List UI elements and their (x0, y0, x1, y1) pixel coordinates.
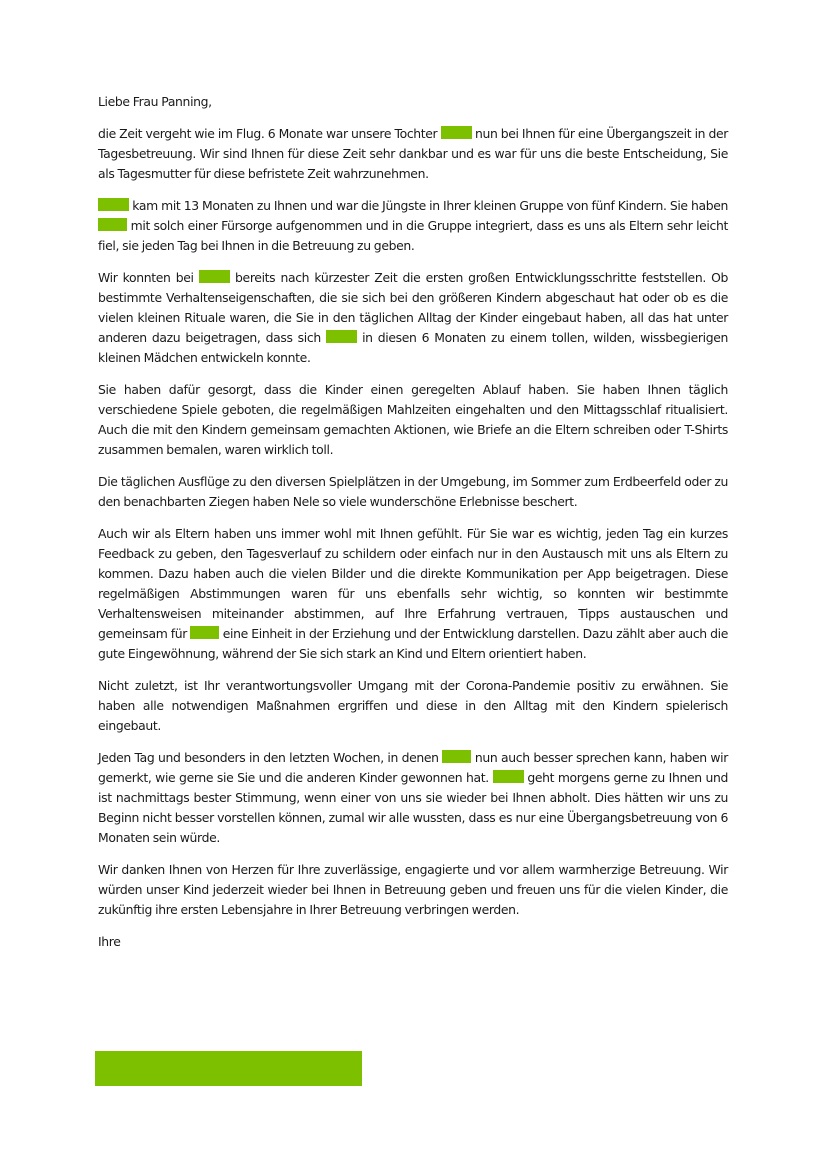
closing: Ihre (98, 934, 121, 949)
redacted-name (326, 330, 357, 343)
paragraph-8-part-c: geht morgens gerne zu Ihnen und ist nachmittags bester Stimmung, wenn einer von uns sie wieder bei Ihnen abholt. Dies hätten wir uns zu Beginn nicht besser vorstellen können, zumal wir alle wussten, dass es nur eine Übergangsbetreuung von 6 Monaten sein würde. (98, 770, 728, 845)
redacted-name (190, 626, 219, 639)
paragraph-2-part-b: mit solch einer Fürsorge aufgenommen und in die Gruppe integriert, dass es uns als Eltern sehr leicht fiel, sie jeden Tag bei Ihnen in die Betreuung zu geben. (98, 218, 729, 253)
redacted-name (98, 218, 127, 231)
paragraph-8-part-b: nun auch besser sprechen kann, haben wir gemerkt, wie gerne sie Sie und die anderen Kinder gewonnen hat. (98, 750, 728, 785)
paragraph-8-part-a: Jeden Tag und besonders in den letzten Wochen, in denen (98, 750, 439, 765)
salutation: Liebe Frau Panning, (98, 94, 212, 109)
paragraph-3-part-c: in diesen 6 Monaten zu einem tollen, wilden, wissbegierigen kleinen Mädchen entwickeln konnte. (98, 330, 729, 365)
paragraph-1-part-b: nun bei Ihnen für eine Übergangszeit in der Tagesbetreuung. Wir sind Ihnen für diese Zeit sehr dankbar und es war für uns die beste Entscheidung, Sie als Tagesmutter für diese befristete Zeit wahrzunehmen. (98, 126, 729, 181)
redacted-name (442, 750, 471, 763)
paragraph-3-part-b: bereits nach kürzester Zeit die ersten großen Entwicklungsschritte feststellen. Ob bestimmte Verhaltenseigenschaften, die sie sich bei den größeren Kindern abgeschaut hat oder ob es die vielen kleinen Rituale waren, die Sie in den täglichen Alltag der Kinder eingebaut haben, all das hat unter anderen dazu beigetragen, dass sich (98, 270, 729, 345)
paragraph-8 (98, 748, 728, 848)
redacted-name (493, 770, 524, 783)
letter-body (98, 92, 728, 952)
paragraph-6-part-a: Auch wir als Eltern haben uns immer wohl mit Ihnen gefühlt. Für Sie war es wichtig, jeden Tag ein kurzes Feedback zu geben, den Tagesverlauf zu schildern oder einfach nur in den Austausch mit uns als Eltern zu kommen. Dazu haben auch die vielen Bilder und die direkte Kommunikation per App beigetragen. Diese regelmäßigen Abstimmungen waren für uns ebenfalls sehr wichtig, so konnten wir bestimmte Verhaltensweisen miteinander abstimmen, auf Ihre Erfahrung vertrauen, Tipps austauschen und gemeinsam für (98, 526, 728, 641)
redacted-name (441, 126, 472, 139)
paragraph-2-part-a: kam mit 13 Monaten zu Ihnen und war die Jüngste in Ihrer kleinen Gruppe von fünf Kindern. Sie haben (132, 198, 729, 213)
paragraph-9: Wir danken Ihnen von Herzen für Ihre zuverlässige, engagierte und vor allem warmherzige Betreuung. Wir würden unser Kind jederzeit wieder bei Ihnen in Betreuung geben und freuen uns für die vielen Kinder, die zukünftig ihre ersten Lebensjahre in Ihrer Betreuung verbringen werden. (98, 862, 728, 917)
paragraph-3 (98, 268, 728, 368)
paragraph-1-part-a: die Zeit vergeht wie im Flug. 6 Monate war unsere Tochter (98, 126, 438, 141)
redacted-name (98, 198, 129, 211)
paragraph-7: Nicht zuletzt, ist Ihr verantwortungsvoller Umgang mit der Corona-Pandemie positiv zu erwähnen. Sie haben alle notwendigen Maßnahmen ergriffen und diese in den Alltag mit den Kindern spielerisch eingebaut. (98, 678, 728, 733)
paragraph-1 (98, 124, 728, 184)
redacted-signature (95, 1051, 362, 1086)
paragraph-6 (98, 524, 728, 664)
paragraph-4: Sie haben dafür gesorgt, dass die Kinder einen geregelten Ablauf haben. Sie haben Ihnen täglich verschiedene Spiele geboten, die regelmäßigen Mahlzeiten eingehalten und den Mittagsschlaf ritualisiert. Auch die mit den Kindern gemeinsam gemachten Aktionen, wie Briefe an die Eltern schreiben oder T-Shirts zusammen bemalen, waren wirklich toll. (98, 382, 728, 457)
redacted-name (199, 270, 230, 283)
paragraph-3-part-a: Wir konnten bei (98, 270, 194, 285)
paragraph-5: Die täglichen Ausflüge zu den diversen Spielplätzen in der Umgebung, im Sommer zum Erdbeerfeld oder zu den benachbarten Ziegen haben Nele so viele wunderschöne Erlebnisse beschert. (98, 474, 728, 509)
paragraph-6-part-b: eine Einheit in der Erziehung und der Entwicklung darstellen. Dazu zählt aber auch die gute Eingewöhnung, während der Sie sich stark an Kind und Eltern orientiert haben. (98, 626, 729, 661)
paragraph-2 (98, 196, 728, 256)
